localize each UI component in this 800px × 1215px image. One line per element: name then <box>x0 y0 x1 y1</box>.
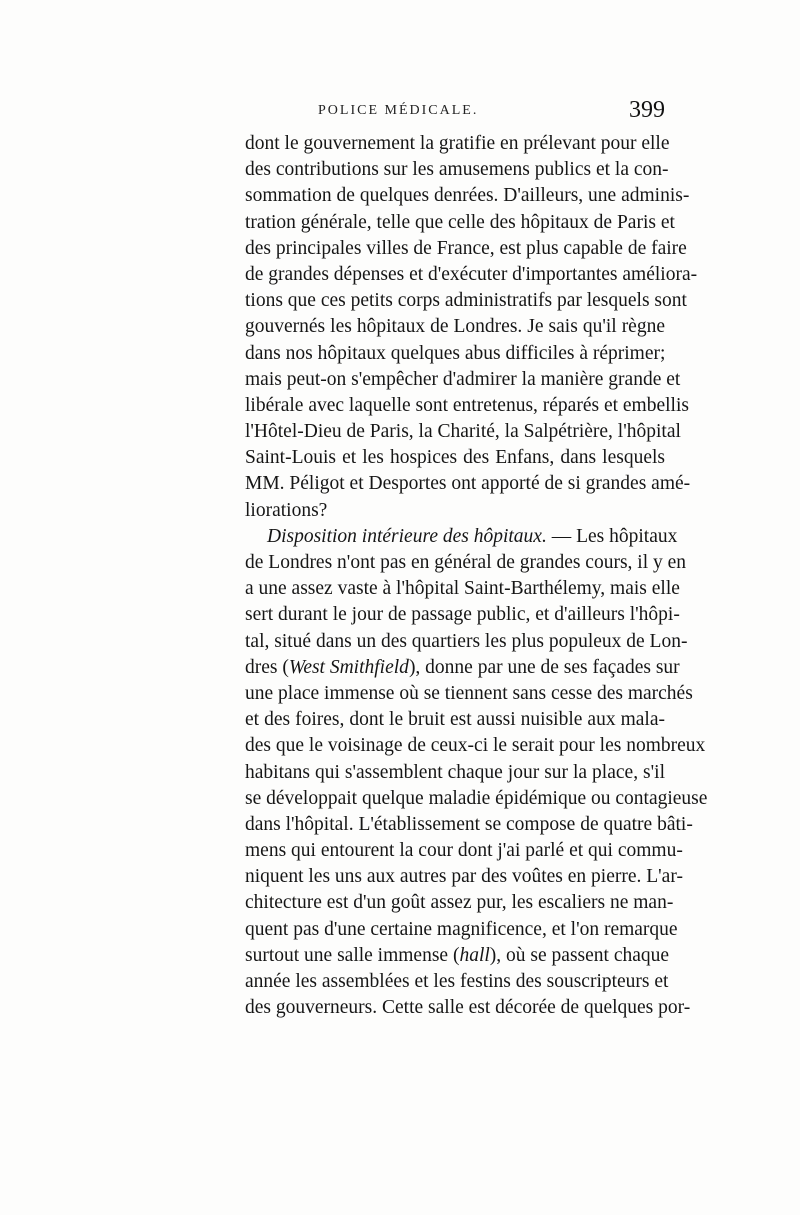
text-run: tration générale, telle que celle des hôpitaux de Paris et <box>245 211 675 233</box>
text-run: sommation de quelques denrées. D'ailleurs, une adminis- <box>245 185 690 207</box>
text-run: se développait quelque maladie épidémique ou contagieuse <box>245 787 708 809</box>
text-line <box>245 812 693 838</box>
text-run: gouvernés les hôpitaux de Londres. Je sais qu'il règne <box>245 316 665 338</box>
text-line <box>245 838 683 864</box>
text-run: l'Hôtel-Dieu de Paris, la Charité, la Salpétrière, l'hôpital <box>245 421 681 443</box>
text-run: et des foires, dont le bruit est aussi nuisible aux mala- <box>245 709 665 731</box>
text-line <box>245 419 681 445</box>
text-line <box>245 943 670 969</box>
text-line <box>245 288 687 314</box>
text-run: liorations? <box>245 499 328 521</box>
text-run: tions que ces petits corps administratifs par lesquels sont <box>245 290 687 312</box>
text-line <box>245 236 687 262</box>
text-line <box>245 707 665 733</box>
text-run: mais peut-on s'empêcher d'admirer la manière grande et <box>245 368 681 390</box>
text-run: des que le voisinage de ceux-ci le serait pour les nombreux <box>245 735 706 757</box>
text-line <box>245 576 680 602</box>
body-text <box>245 131 708 1021</box>
text-line <box>245 890 674 916</box>
text-run: a une assez vaste à l'hôpital Saint-Barthélemy, mais elle <box>245 578 680 600</box>
text-run: — Les hôpitaux <box>546 525 678 547</box>
text-run: de Londres n'ont pas en général de grandes cours, il y en <box>245 552 687 573</box>
text-line <box>245 629 688 655</box>
text-line <box>245 681 693 707</box>
text-run: Saint-Louis et les hospices des Enfans, dans lesquels <box>245 447 665 469</box>
text-run: chitecture est d'un goût assez pur, les escaliers ne man- <box>245 892 674 914</box>
text-line <box>245 131 670 157</box>
text-run: dans nos hôpitaux quelques abus difficiles à réprimer; <box>245 342 666 364</box>
text-line <box>245 550 687 576</box>
text-run: des principales villes de France, est plus capable de faire <box>245 237 687 259</box>
running-head: POLICE MÉDICALE. <box>318 103 479 118</box>
text-line <box>245 341 665 367</box>
text-run: surtout une salle immense ( <box>245 944 460 966</box>
text-line <box>245 917 678 943</box>
text-line <box>245 393 689 419</box>
text-run: dans l'hôpital. L'établissement se compose de quatre bâti- <box>245 813 693 835</box>
text-line <box>245 262 698 288</box>
italic-text: Disposition intérieure des hôpitaux. <box>267 525 547 547</box>
text-run: tal, situé dans un des quartiers les plus populeux de Lon- <box>245 630 688 652</box>
text-run: dont le gouvernement la gratifie en prélevant pour elle <box>245 133 670 154</box>
text-line <box>245 995 691 1021</box>
text-run: de grandes dépenses et d'exécuter d'importantes améliora- <box>245 263 698 285</box>
text-line <box>245 655 680 681</box>
text-run: ), donne par une de ses façades sur <box>408 656 680 678</box>
page-number: 399 <box>629 97 665 123</box>
page-header <box>245 97 665 131</box>
text-line <box>245 864 683 890</box>
text-line <box>245 498 665 524</box>
text-line <box>245 157 669 183</box>
text-run: une place immense où se tiennent sans cesse des marchés <box>245 682 693 704</box>
text-line <box>245 786 708 812</box>
text-run: des contributions sur les amusemens publics et la con- <box>245 159 669 181</box>
text-line <box>245 760 665 786</box>
text-line <box>245 367 681 393</box>
text-line <box>245 210 675 236</box>
text-line <box>245 471 691 497</box>
text-run: niquent les uns aux autres par des voûtes en pierre. L'ar- <box>245 866 683 888</box>
text-line <box>245 445 665 471</box>
text-line <box>245 969 669 995</box>
text-run: ), où se passent chaque <box>489 944 670 966</box>
text-run: mens qui entourent la cour dont j'ai parlé et qui commu- <box>245 840 683 862</box>
text-line <box>245 183 690 209</box>
text-run: dres ( <box>245 656 289 678</box>
text-run: année les assemblées et les festins des souscripteurs et <box>245 971 669 992</box>
text-line <box>245 733 706 759</box>
text-run: des gouverneurs. Cette salle est décorée de quelques por- <box>245 997 691 1019</box>
italic-text: hall <box>459 944 490 966</box>
text-line <box>245 314 665 340</box>
text-run: MM. Péligot et Desportes ont apporté de si grandes amé- <box>245 473 691 495</box>
italic-text: West Smithfield <box>288 656 409 678</box>
text-run: sert durant le jour de passage public, et d'ailleurs l'hôpi- <box>245 604 680 626</box>
text-run: libérale avec laquelle sont entretenus, réparés et embellis <box>245 394 689 416</box>
text-run: habitans qui s'assemblent chaque jour sur la place, s'il <box>245 761 665 783</box>
text-line <box>245 602 680 628</box>
text-run: quent pas d'une certaine magnificence, et l'on remarque <box>245 918 678 940</box>
text-line <box>245 524 678 550</box>
